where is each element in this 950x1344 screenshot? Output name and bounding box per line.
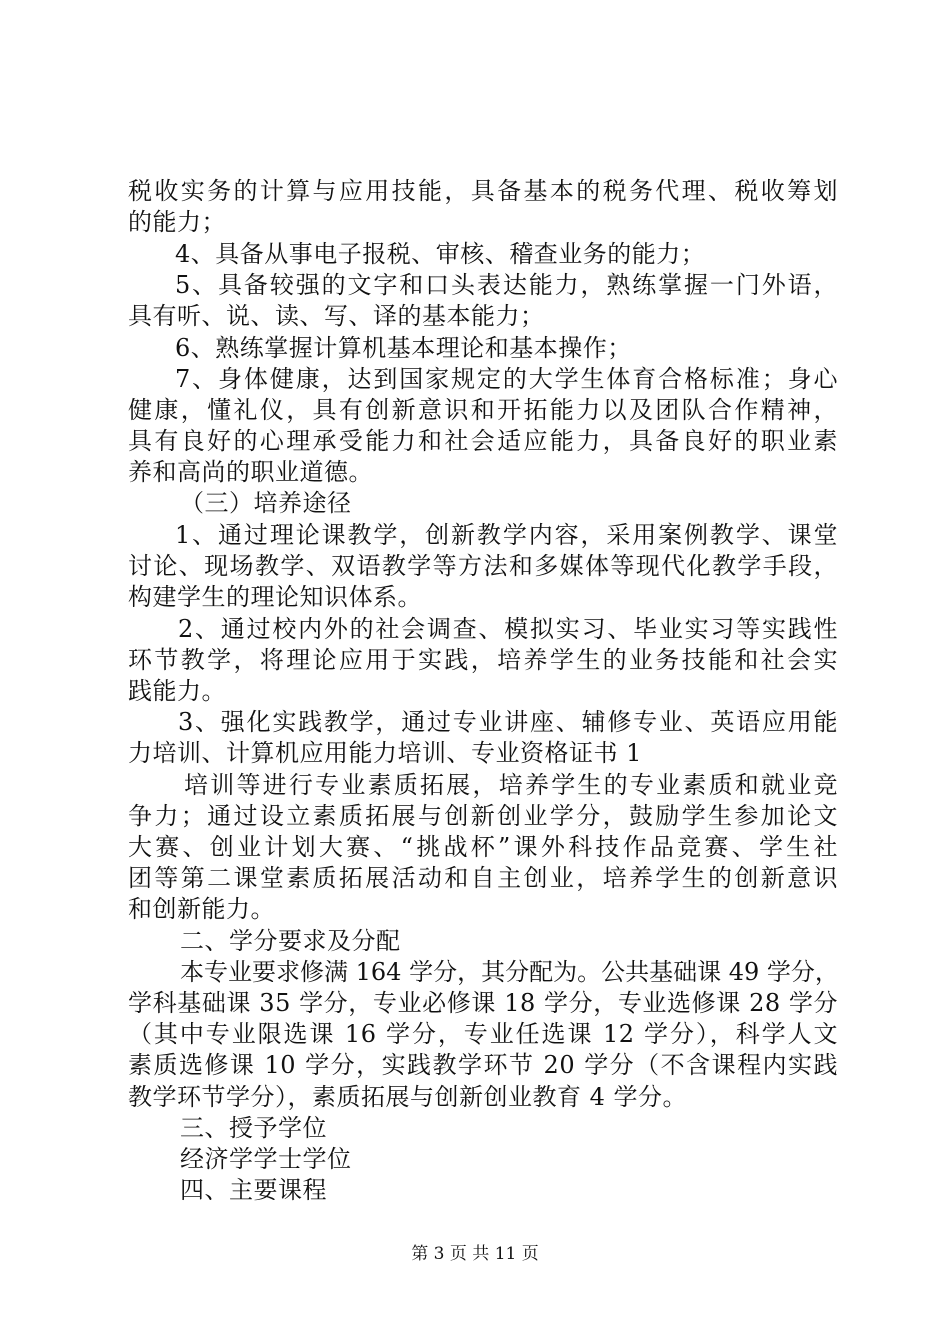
paragraph-line: 学科基础课 35 学分，专业必修课 18 学分，专业选修课 28 学分 [128, 989, 838, 1017]
section-heading: 四、主要课程 [180, 1176, 327, 1204]
list-item: 7、身体健康，达到国家规定的大学生体育合格标准；身心 [175, 365, 838, 393]
list-item: 6、熟练掌握计算机基本理论和基本操作； [175, 334, 632, 362]
paragraph-line: 经济学学士学位 [180, 1145, 352, 1173]
paragraph-line: 讨论、现场教学、双语教学等方法和多媒体等现代化教学手段， [128, 552, 838, 580]
list-item: 2、通过校内外的社会调查、模拟实习、毕业实习等实践性 [178, 615, 838, 643]
list-item: 3、强化实践教学，通过专业讲座、辅修专业、英语应用能 [178, 708, 838, 736]
list-item: 5、具备较强的文字和口头表达能力，熟练掌握一门外语， [175, 271, 838, 299]
paragraph-line: 大赛、创业计划大赛、“挑战杯”课外科技作品竞赛、学生社 [128, 833, 838, 861]
paragraph-line: 和创新能力。 [128, 895, 275, 923]
list-item: 1、通过理论课教学，创新教学内容，采用案例教学、课堂 [175, 521, 838, 549]
paragraph-line: 践能力。 [128, 677, 226, 705]
paragraph-line: 环节教学，将理论应用于实践，培养学生的业务技能和社会实 [128, 646, 838, 674]
page-footer: 第 3 页 共 11 页 [411, 1244, 539, 1264]
paragraph-line: 教学环节学分），素质拓展与创新创业教育 4 学分。 [128, 1083, 688, 1111]
section-heading: （三）培养途径 [180, 489, 352, 517]
paragraph-line: 争力；通过设立素质拓展与创新创业学分，鼓励学生参加论文 [128, 802, 838, 830]
section-heading: 三、授予学位 [180, 1114, 327, 1142]
paragraph-line: 的能力； [128, 208, 226, 236]
paragraph-line: 培训等进行专业素质拓展，培养学生的专业素质和就业竞 [184, 771, 838, 799]
paragraph-line: 具有良好的心理承受能力和社会适应能力，具备良好的职业素 [128, 427, 838, 455]
paragraph-line: 税收实务的计算与应用技能，具备基本的税务代理、税收筹划 [128, 177, 838, 205]
paragraph-line: 构建学生的理论知识体系。 [128, 583, 422, 611]
paragraph-line: 具有听、说、读、写、译的基本能力； [128, 302, 545, 330]
paragraph-line: 本专业要求修满 164 学分，其分配为。公共基础课 49 学分， [180, 958, 839, 986]
paragraph-line: 力培训、计算机应用能力培训、专业资格证书 1 [128, 739, 642, 767]
paragraph-line: 素质选修课 10 学分，实践教学环节 20 学分（不含课程内实践 [128, 1051, 838, 1079]
list-item: 4、具备从事电子报税、审核、稽查业务的能力； [175, 240, 706, 268]
paragraph-line: 养和高尚的职业道德。 [128, 458, 373, 486]
paragraph-line: 团等第二课堂素质拓展活动和自主创业，培养学生的创新意识 [128, 864, 838, 892]
paragraph-line: 健康，懂礼仪，具有创新意识和开拓能力以及团队合作精神， [128, 396, 838, 424]
paragraph-line: （其中专业限选课 16 学分，专业任选课 12 学分），科学人文 [128, 1020, 838, 1048]
section-heading: 二、学分要求及分配 [180, 927, 401, 955]
